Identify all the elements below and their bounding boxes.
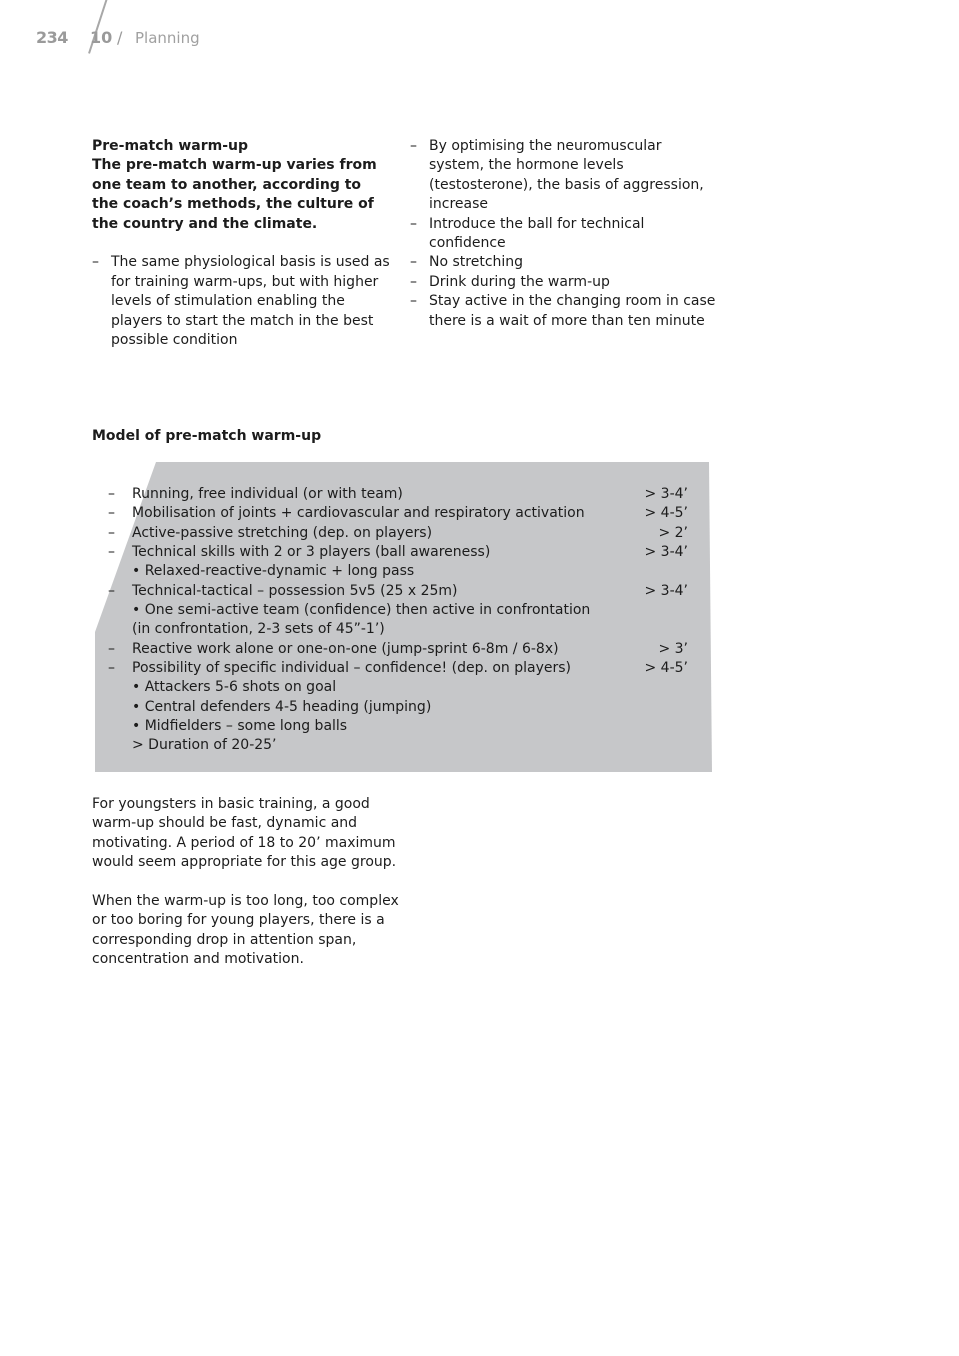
bullet-text: Stay active in the changing room in case there is a wait of more than ten minute	[429, 293, 716, 329]
item-text: > Duration of 20-25’	[132, 737, 277, 754]
item-duration: > 3-4’	[644, 486, 688, 502]
item-text: • Central defenders 4-5 heading (jumping)	[132, 698, 432, 715]
item-text: • Relaxed-reactive-dynamic + long pass	[132, 563, 415, 580]
item-marker: –	[108, 505, 115, 522]
bullet-marker: –	[410, 273, 417, 290]
item-text: Technical skills with 2 or 3 players (ball awareness)	[132, 544, 491, 561]
bullet-marker: –	[410, 215, 417, 232]
bullet-marker: –	[92, 254, 99, 271]
item-text: Technical-tactical – possession 5v5 (25 x 25m)	[132, 582, 458, 599]
header-separator: /	[117, 28, 123, 47]
item-duration: > 3’	[658, 640, 688, 657]
list-item	[92, 253, 392, 350]
model-sub-item	[108, 601, 688, 620]
list-item	[410, 215, 720, 254]
model-item	[108, 659, 688, 678]
model-item	[108, 485, 688, 504]
item-duration: > 4-5’	[644, 505, 688, 522]
model-sub-item	[108, 620, 688, 639]
item-text: Active-passive stretching (dep. on players)	[132, 524, 433, 541]
model-list	[108, 485, 688, 756]
item-marker: –	[108, 660, 115, 677]
list-item	[410, 273, 720, 292]
left-column	[92, 137, 392, 350]
paragraph: For youngsters in basic training, a good warm-up should be fast, dynamic and motivating. A period of 18 to 20’ maximum would seem appropriate for this age group.	[92, 796, 397, 871]
item-text: Running, free individual (or with team)	[132, 486, 403, 502]
list-item	[410, 292, 720, 331]
model-item	[108, 524, 688, 543]
item-text: • One semi-active team (confidence) then active in confrontation	[132, 602, 591, 619]
chapter-title: Planning	[135, 29, 200, 47]
model-sub-item	[108, 736, 688, 755]
item-marker: –	[108, 524, 115, 541]
intro-paragraph: The pre-match warm-up varies from one team to another, according to the coach’s methods, the culture of the country and the climate.	[92, 157, 377, 232]
bullet-text: By optimising the neuromuscular system, the hormone levels (testosterone), the basis of aggression, increase	[429, 138, 704, 213]
item-text: • Midfielders – some long balls	[132, 718, 348, 735]
item-marker: –	[108, 544, 115, 561]
item-text: Possibility of specific individual – confidence! (dep. on players)	[132, 660, 572, 677]
list-item	[410, 137, 720, 215]
section-heading: Pre-match warm-up	[92, 138, 249, 154]
bullet-marker: –	[410, 254, 417, 271]
bullet-text: The same physiological basis is used as for training warm-ups, but with higher levels of stimulation enabling the players to start the match in the best possible condition	[111, 254, 390, 349]
item-text: Mobilisation of joints + cardiovascular and respiratory activation	[132, 505, 585, 522]
model-sub-item	[108, 562, 688, 581]
paragraph: When the warm-up is too long, too complex or too boring for young players, there is a corresponding drop in attention span, concentration and motivation.	[92, 893, 399, 968]
item-marker: –	[108, 582, 115, 599]
bullet-text: No stretching	[429, 254, 524, 271]
item-duration: > 4-5’	[644, 660, 688, 677]
item-duration: > 3-4’	[644, 544, 688, 561]
model-item	[108, 582, 688, 601]
page-number: 234	[36, 28, 68, 47]
left-bullet-list	[92, 253, 392, 350]
item-text: • Attackers 5-6 shots on goal	[132, 679, 337, 696]
model-sub-item	[108, 698, 688, 717]
model-item	[108, 543, 688, 562]
model-title: Model of pre-match warm-up	[92, 428, 322, 444]
item-marker: –	[108, 640, 115, 657]
bottom-column	[92, 795, 402, 970]
bullet-text: Drink during the warm-up	[429, 273, 610, 290]
model-sub-item	[108, 717, 688, 736]
item-duration: > 3-4’	[644, 582, 688, 599]
model-item	[108, 504, 688, 523]
item-text: (in confrontation, 2-3 sets of 45”-1’)	[132, 621, 385, 638]
item-text: Reactive work alone or one-on-one (jump-sprint 6-8m / 6-8x)	[132, 640, 559, 657]
list-item	[410, 253, 720, 272]
item-duration: > 2’	[658, 524, 688, 541]
right-column	[410, 137, 720, 331]
chapter-number: 10	[90, 28, 113, 47]
bullet-marker: –	[410, 293, 417, 310]
model-item	[108, 640, 688, 659]
right-bullet-list	[410, 137, 720, 331]
bullet-marker: –	[410, 138, 417, 154]
item-marker: –	[108, 486, 115, 502]
bullet-text: Introduce the ball for technical confidence	[429, 215, 645, 252]
model-sub-item	[108, 678, 688, 697]
